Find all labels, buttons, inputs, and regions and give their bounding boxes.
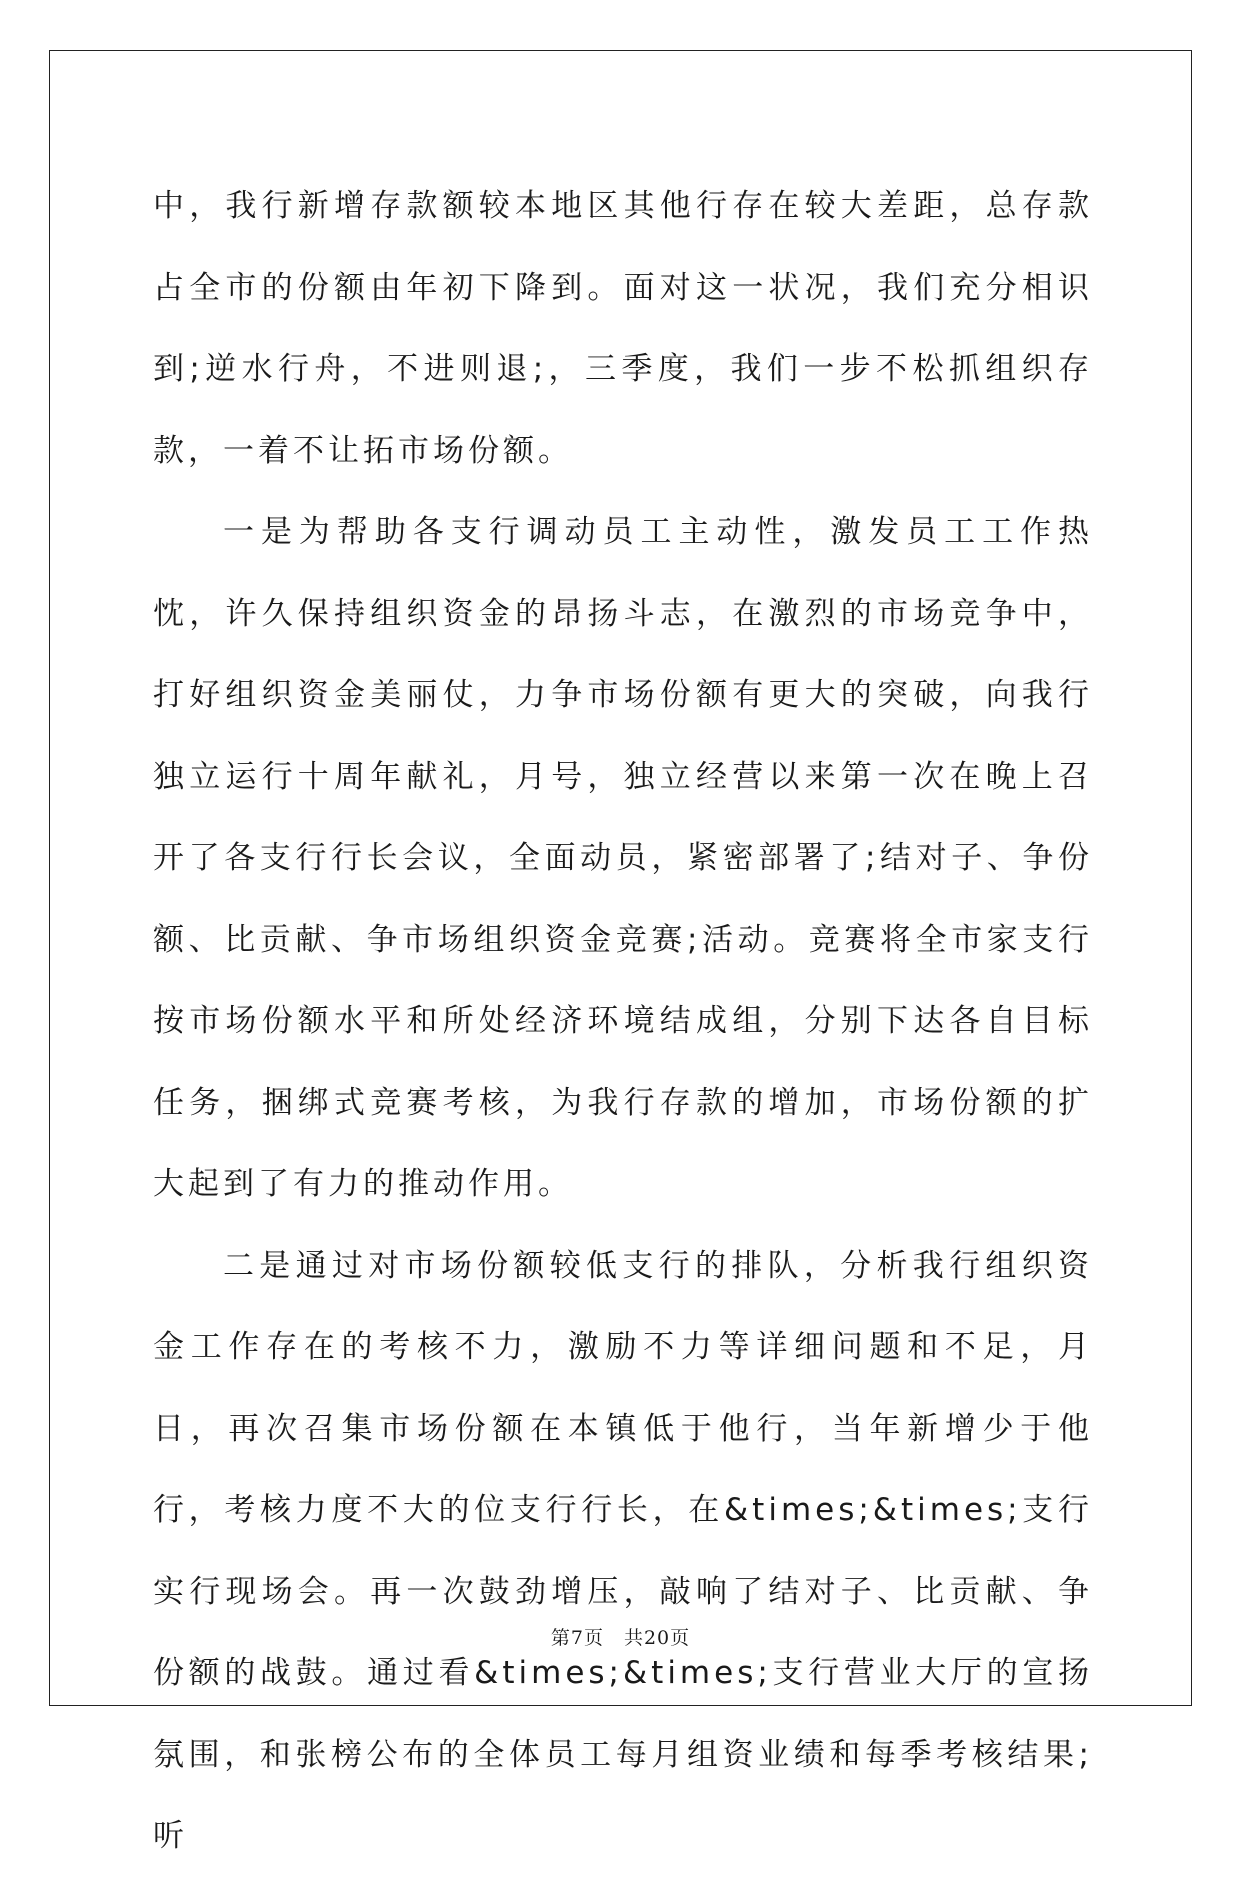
paragraph-continuation: 中，我行新增存款额较本地区其他行存在较大差距，总存款占全市的份额由年初下降到。面对这一状况，我们充分相识到;逆水行舟，不进则退;，三季度，我们一步不松抓组织存款，一着不让拓市场份额。 [153,188,1093,469]
paragraph-point-one: 一是为帮助各支行调动员工主动性，激发员工工作热忱，许久保持组织资金的昂扬斗志，在激烈的市场竞争中，打好组织资金美丽仗，力争市场份额有更大的突破，向我行独立运行十周年献礼，月号，独立经营以来第一次在晚上召开了各支行行长会议，全面动员，紧密部署了;结对子、争份额、比贡献、争市场组织资金竞赛;活动。竞赛将全市家支行按市场份额水平和所处经济环境结成组，分别下达各自目标任务，捆绑式竞赛考核，为我行存款的增加，市场份额的扩大起到了有力的推动作用。 [153,514,1093,1202]
page-number-footer: 第7页 共20页 [550,1627,691,1649]
paragraph-point-two: 二是通过对市场份额较低支行的排队，分析我行组织资金工作存在的考核不力，激励不力等详细问题和不足，月日，再次召集市场份额在本镇低于他行，当年新增少于他行，考核力度不大的位支行行长，在&times;&times;支行实行现场会。再一次鼓劲增压，敲响了结对子、比贡献、争份额的战鼓。通过看&times;&times;支行营业大厅的宣扬氛围，和张榜公布的全体员工每月组资业绩和每季考核结果;听 [153,1247,1093,1854]
document-body [153,166,1093,1878]
